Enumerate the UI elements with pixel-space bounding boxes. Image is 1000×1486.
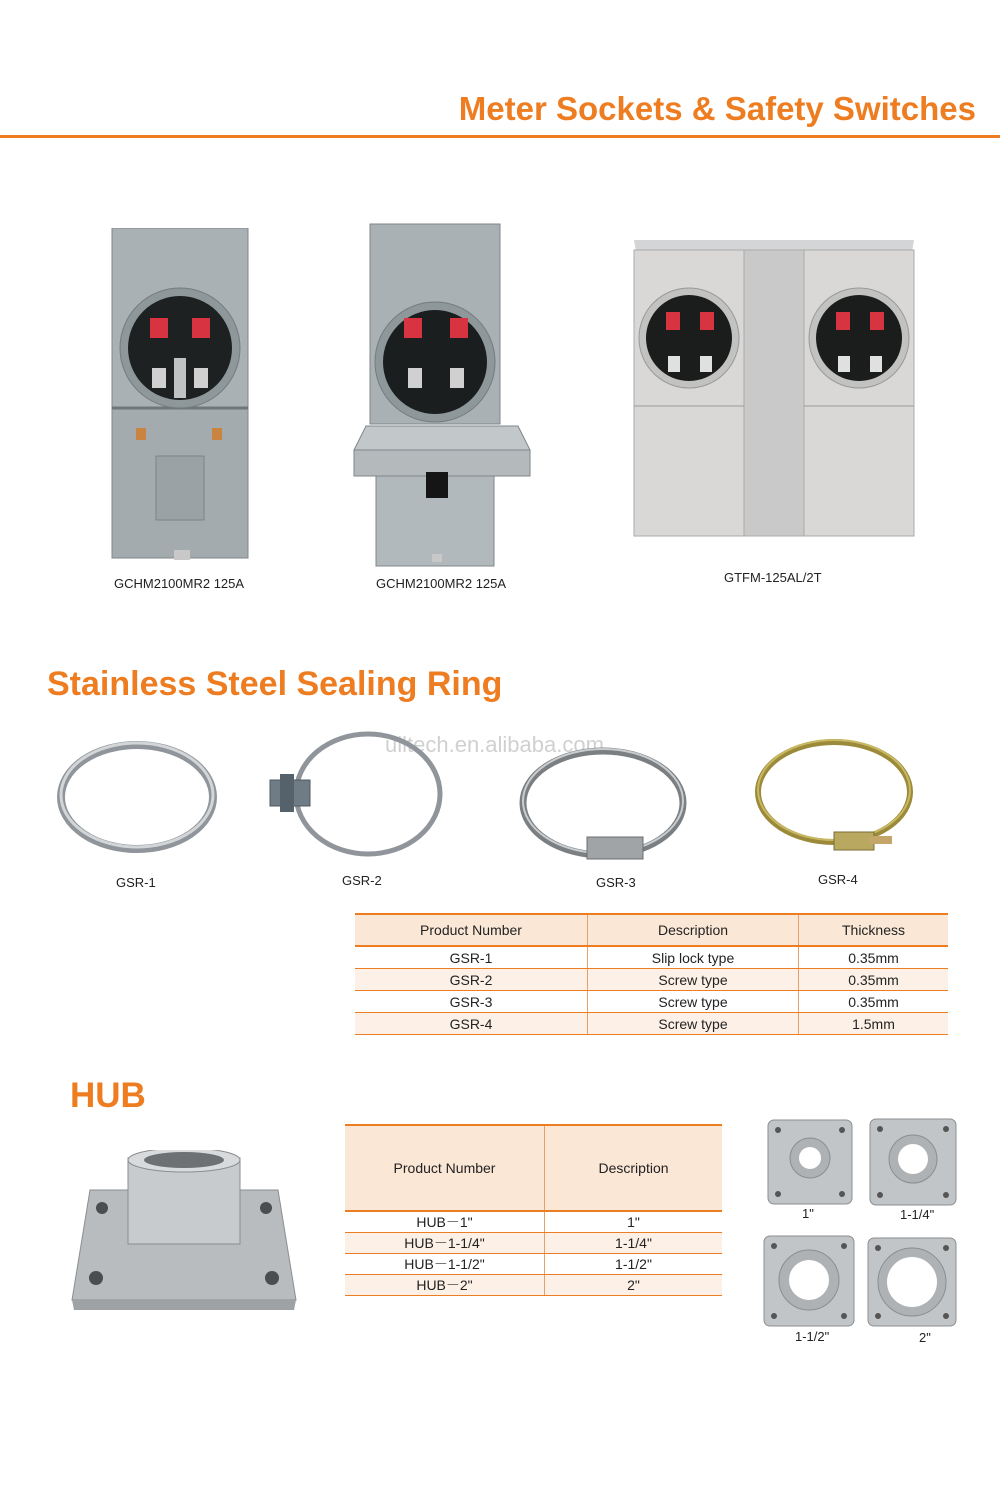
table-row xyxy=(355,969,948,991)
cell-product-number: GSR-4 xyxy=(355,1013,588,1035)
ring-caption-1: GSR-1 xyxy=(116,875,156,890)
hub-size-caption-3: 1-1/2" xyxy=(795,1329,830,1344)
hub-plate-image-2 xyxy=(868,1117,958,1207)
cell-description: Screw type xyxy=(588,991,799,1013)
ring-spec-table xyxy=(355,913,948,1035)
cell-thickness: 1.5mm xyxy=(799,1013,949,1035)
column-header: Description xyxy=(588,914,799,946)
table-header-row xyxy=(355,914,948,946)
meter-socket-image-1 xyxy=(108,228,254,568)
page-title: Meter Sockets & Safety Switches xyxy=(458,90,976,127)
cell-product-number: GSR-1 xyxy=(355,946,588,969)
ring-image-gsr-1 xyxy=(55,735,220,855)
cell-product-number: HUB－1-1/2" xyxy=(345,1254,545,1275)
section-title-hub: HUB xyxy=(70,1076,146,1115)
meter-caption-1: GCHM2100MR2 125A xyxy=(114,576,245,591)
ring-image-gsr-4 xyxy=(752,732,922,872)
table-row xyxy=(355,946,948,969)
column-header: Product Number xyxy=(355,914,588,946)
hub-spec-table xyxy=(345,1124,722,1296)
table-row xyxy=(345,1211,722,1233)
cell-description: Slip lock type xyxy=(588,946,799,969)
cell-description: 1-1/4" xyxy=(545,1233,723,1254)
meter-caption-2: GCHM2100MR2 125A xyxy=(376,576,507,591)
table-row xyxy=(345,1233,722,1254)
column-header: Thickness xyxy=(799,914,949,946)
table-row xyxy=(345,1254,722,1275)
table-row xyxy=(355,991,948,1013)
column-header: Description xyxy=(545,1125,723,1211)
hub-image xyxy=(70,1150,298,1310)
table-row xyxy=(345,1275,722,1296)
cell-description: 1" xyxy=(545,1211,723,1233)
ring-caption-2: GSR-2 xyxy=(342,873,382,888)
meter-socket-image-3 xyxy=(626,236,916,538)
cell-description: Screw type xyxy=(588,969,799,991)
ring-caption-4: GSR-4 xyxy=(818,872,858,887)
cell-product-number: GSR-2 xyxy=(355,969,588,991)
ring-image-gsr-2 xyxy=(268,728,448,863)
cell-product-number: GSR-3 xyxy=(355,991,588,1013)
watermark: ulltech.en.alibaba.com xyxy=(385,732,604,757)
table-row xyxy=(355,1013,948,1035)
cell-product-number: HUB－1" xyxy=(345,1211,545,1233)
section-title-rings: Stainless Steel Sealing Ring xyxy=(47,665,503,703)
cell-description: Screw type xyxy=(588,1013,799,1035)
hub-plate-image-3 xyxy=(762,1234,856,1328)
cell-product-number: HUB－2" xyxy=(345,1275,545,1296)
cell-thickness: 0.35mm xyxy=(799,991,949,1013)
hub-size-caption-2: 1-1/4" xyxy=(900,1207,935,1222)
cell-thickness: 0.35mm xyxy=(799,946,949,969)
hub-plate-image-1 xyxy=(766,1118,854,1206)
ring-image-gsr-3 xyxy=(515,745,690,870)
table-header-row xyxy=(345,1125,722,1211)
cell-description: 2" xyxy=(545,1275,723,1296)
cell-product-number: HUB－1-1/4" xyxy=(345,1233,545,1254)
ring-caption-3: GSR-3 xyxy=(596,875,636,890)
header-rule xyxy=(0,135,1000,138)
meter-caption-3: GTFM-125AL/2T xyxy=(724,570,822,585)
hub-plate-image-4 xyxy=(866,1236,958,1328)
meter-socket-image-2 xyxy=(352,222,532,570)
cell-thickness: 0.35mm xyxy=(799,969,949,991)
hub-size-caption-1: 1" xyxy=(802,1206,814,1221)
hub-size-caption-4: 2" xyxy=(919,1330,931,1345)
cell-description: 1-1/2" xyxy=(545,1254,723,1275)
column-header: Product Number xyxy=(345,1125,545,1211)
